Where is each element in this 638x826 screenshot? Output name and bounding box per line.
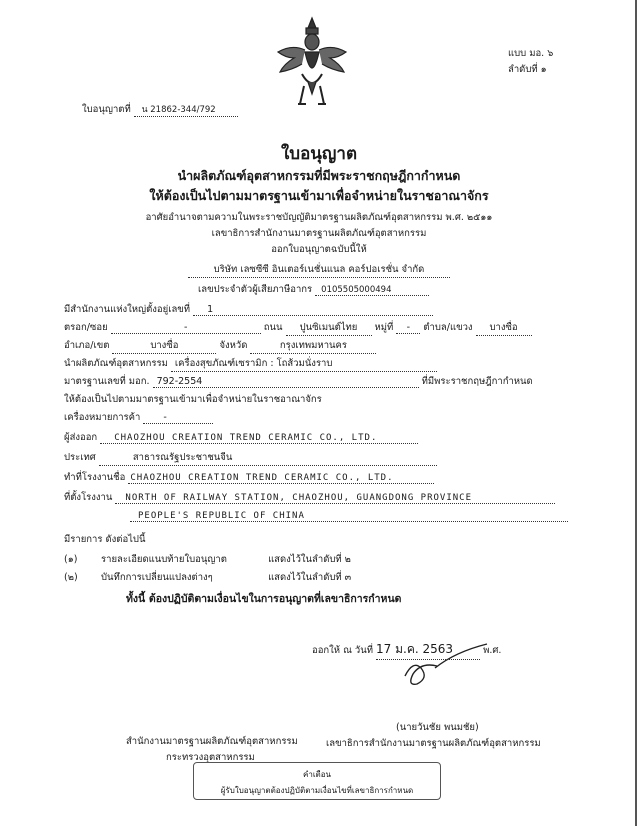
province-label: จังหวัด	[219, 340, 248, 351]
standard-label: มาตรฐานเลขที่ มอก.	[64, 376, 150, 387]
country-value: สาธารณรัฐประชาชนจีน	[99, 450, 437, 466]
lane-value: -	[111, 322, 261, 334]
signer-title: เลขาธิการสำนักงานมาตรฐานผลิตภัณฑ์อุตสาหกรรม	[326, 738, 541, 749]
manufacturer-value: CHAOZHOU CREATION TREND CERAMIC CO., LTD.	[100, 433, 418, 444]
intro-line-2: เลขาธิการสำนักงานมาตรฐานผลิตภัณฑ์อุตสาหกรรม	[211, 228, 427, 239]
factory-location-row	[64, 490, 555, 505]
warning-note-box	[193, 762, 441, 800]
document-subtitle-2: ให้ต้องเป็นไปตามมาตรฐานเข้ามาเพื่อจำหน่ายในราชอาณาจักร	[149, 188, 489, 203]
tax-id-row	[198, 282, 429, 297]
signer-name: (นายวันชัย พนมชัย)	[396, 722, 479, 733]
product-value: เครื่องสุขภัณฑ์เซรามิก : โถส้วมนั่งราบ	[171, 356, 437, 372]
office-label: มีสำนักงานแห่งใหญ่ตั้งอยู่เลขที่	[64, 304, 191, 315]
province-value: กรุงเทพมหานคร	[250, 338, 376, 354]
detail-text: บันทึกการเปลี่ยนแปลงต่างๆ	[101, 572, 213, 583]
product-label: นำผลิตภัณฑ์อุตสาหกรรม	[64, 358, 168, 369]
sequence-number: ลำดับที่ ๑	[508, 64, 547, 75]
factory-location-line-1: NORTH OF RAILWAY STATION, CHAOZHOU, GUANGDONG PROVINCE	[115, 493, 555, 504]
intro-line-1: อาศัยอำนาจตามความในพระราชบัญญัติมาตรฐานผลิตภัณฑ์อุตสาหกรรม พ.ศ. ๒๕๑๑	[145, 212, 493, 223]
district-row	[64, 338, 376, 354]
tax-id-value: 0105505000494	[315, 285, 429, 296]
agency-name: สำนักงานมาตรฐานผลิตภัณฑ์อุตสาหกรรม	[126, 736, 298, 747]
subdistrict-value: บางซื่อ	[476, 320, 532, 336]
issue-date-value: 17 ม.ค. 2563	[376, 640, 480, 660]
conform-text: ให้ต้องเป็นไปตามมาตรฐานเข้ามาเพื่อจำหน่ายในราชอาณาจักร	[64, 394, 322, 405]
license-number-label: ใบอนุญาตที่	[82, 104, 131, 115]
factory-location-line-2: PEOPLE'S REPUBLIC OF CHINA	[130, 511, 568, 522]
document-subtitle-1: นำผลิตภัณฑ์อุตสาหกรรมที่มีพระราชกฤษฎีกากำหนด	[177, 168, 461, 183]
office-number: 1	[193, 304, 433, 316]
road-value: ปูนซิเมนต์ไทย	[286, 320, 372, 336]
country-label: ประเทศ	[64, 452, 96, 463]
detail-text: รายละเอียดแนบท้ายใบอนุญาต	[101, 554, 227, 565]
standard-suffix: ที่มีพระราชกฤษฎีกากำหนด	[421, 376, 533, 387]
moo-value: -	[396, 322, 420, 334]
manufacturer-row	[64, 430, 418, 445]
district-value: บางซื่อ	[112, 338, 216, 354]
district-label: อำเภอ/เขต	[64, 340, 110, 351]
tax-id-label: เลขประจำตัวผู้เสียภาษีอากร	[198, 284, 313, 295]
trademark-label: เครื่องหมายการค้า	[64, 412, 141, 423]
license-number-row	[82, 102, 238, 117]
trademark-row	[64, 410, 213, 425]
factory-location-row-2	[130, 510, 568, 522]
detail-ref: แสดงไว้ในลำดับที่ ๓	[268, 572, 352, 583]
factory-location-label: ที่ตั้งโรงงาน	[64, 492, 113, 503]
office-address-row	[64, 302, 433, 317]
intro-line-3: ออกใบอนุญาตฉบับนี้ให้	[271, 244, 367, 255]
factory-name-row	[64, 470, 434, 485]
road-label: ถนน	[263, 322, 283, 333]
standard-value: 792-2554	[153, 376, 419, 388]
issue-date-era: พ.ศ.	[483, 645, 502, 656]
issue-date-label: ออกให้ ณ วันที่	[312, 645, 374, 656]
subdistrict-label: ตำบล/แขวง	[423, 322, 473, 333]
standard-row	[64, 374, 584, 389]
signature-icon	[395, 638, 505, 698]
company-name: บริษัท เลซซีซี อินเตอร์เนชั่นแนล คอร์ปอเรชั่น จำกัด	[188, 262, 450, 278]
lane-label: ตรอก/ซอย	[64, 322, 108, 333]
trademark-value: -	[143, 412, 213, 424]
page-edge-line	[635, 0, 637, 826]
form-code: แบบ มอ. ๖	[508, 48, 554, 59]
license-number-value: น 21862-344/792	[134, 102, 238, 117]
detail-ref: แสดงไว้ในลำดับที่ ๒	[268, 554, 351, 565]
garuda-emblem-icon	[272, 14, 352, 110]
product-row	[64, 356, 437, 372]
document-title: ใบอนุญาต	[281, 144, 357, 164]
condition-text: ทั้งนี้ ต้องปฏิบัติตามเงื่อนไขในการอนุญาตที่เลขาธิการกำหนด	[126, 593, 402, 605]
road-row	[64, 320, 584, 336]
detail-number: (๒)	[64, 572, 78, 583]
ministry-name: กระทรวงอุตสาหกรรม	[166, 752, 255, 763]
country-row	[64, 450, 437, 466]
moo-label: หมู่ที่	[374, 322, 394, 333]
warning-note-title: คำเตือน	[302, 770, 332, 779]
factory-name-label: ทำที่โรงงานชื่อ	[64, 472, 126, 483]
warning-note-text: ผู้รับใบอนุญาตต้องปฏิบัติตามเงื่อนไขที่เลขาธิการกำหนด	[220, 786, 414, 795]
detail-item	[64, 552, 351, 567]
manufacturer-label: ผู้ส่งออก	[64, 432, 98, 443]
factory-name-value: CHAOZHOU CREATION TREND CERAMIC CO., LTD.	[128, 473, 434, 484]
details-heading: มีรายการ ดังต่อไปนี้	[64, 534, 146, 545]
detail-item	[64, 570, 351, 585]
detail-number: (๑)	[64, 554, 78, 565]
